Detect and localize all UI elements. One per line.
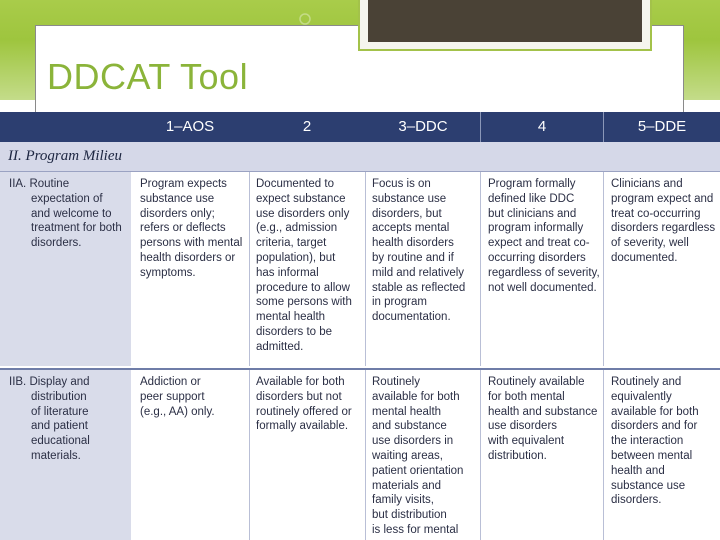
row-label-line: of literature — [31, 405, 89, 418]
cell-line: formally available. — [256, 420, 349, 433]
cell-line: Addiction or — [140, 376, 201, 388]
cell-line: mild and relatively — [372, 266, 465, 279]
cell-line: of severity, well — [611, 237, 689, 250]
column-header-3: 3–DDC — [398, 118, 448, 135]
cell-line: substance use — [140, 192, 215, 205]
cell-line: substance use — [372, 192, 447, 205]
table-cell — [247, 370, 365, 434]
row-label-line: IIA. Routine — [9, 178, 70, 190]
table-cell — [602, 172, 720, 266]
section-heading: II. Program Milieu — [8, 148, 123, 164]
cell-line: the interaction — [611, 435, 684, 448]
cell-line: disorders only; — [140, 207, 215, 220]
cell-line: Routinely available — [488, 376, 585, 388]
cell-line: is less for mental — [372, 523, 459, 536]
cell-line: symptoms. — [140, 266, 196, 279]
cell-line: Routinely and — [611, 376, 682, 388]
cell-line: occurring disorders — [488, 251, 586, 264]
cell-line: Program formally — [488, 178, 576, 190]
decorative-mark-icon — [298, 12, 312, 26]
cell-line: (e.g., AA) only. — [140, 405, 215, 418]
column-header-1: 1–AOS — [165, 118, 215, 135]
row-label-line: expectation of — [31, 192, 103, 205]
cell-line: and substance — [372, 420, 447, 433]
cell-line: materials and — [372, 479, 442, 492]
cell-line: health and — [611, 464, 665, 477]
row-label-line: materials. — [31, 449, 81, 462]
slide-title: DDCAT Tool — [47, 56, 249, 97]
cell-line: accepts mental — [372, 222, 450, 235]
cell-line: available for both — [372, 390, 460, 403]
row-label — [0, 370, 131, 464]
cell-line: not well documented. — [488, 281, 597, 294]
table-cell — [363, 370, 481, 538]
cell-line: distribution. — [488, 449, 547, 462]
cell-line: use disorders — [488, 420, 558, 433]
cell-line: expect substance — [256, 192, 346, 205]
section-heading-row — [0, 142, 720, 172]
cell-line: treat co-occurring — [611, 207, 701, 220]
cell-line: peer support — [140, 390, 205, 403]
cell-line: has informal — [256, 266, 319, 279]
cell-line: documentation. — [372, 311, 451, 324]
cell-line: but distribution — [372, 509, 447, 522]
row-label-line: and welcome to — [31, 207, 112, 220]
table-header-row — [0, 112, 720, 142]
row-label-line: disorders. — [31, 237, 82, 250]
cell-line: for both mental — [488, 390, 565, 403]
cell-line: Available for both — [256, 376, 345, 388]
table-cell — [131, 172, 249, 281]
cell-line: Routinely — [372, 376, 420, 388]
row-label-line: distribution — [31, 390, 87, 403]
table-cell — [363, 172, 481, 325]
row-label-line: educational — [31, 435, 90, 448]
cell-line: mental health — [372, 405, 442, 418]
table-row — [0, 370, 720, 540]
cell-line: substance use — [611, 479, 686, 492]
cell-line: in program — [372, 296, 427, 309]
cell-line: by routine and if — [372, 251, 454, 264]
cell-line: Program expects — [140, 178, 227, 190]
cell-line: health and substance — [488, 405, 598, 418]
cell-line: routinely offered or — [256, 405, 352, 418]
row-label-line: treatment for both — [31, 222, 122, 235]
ddcat-table — [0, 112, 720, 540]
cell-line: use disorders only — [256, 207, 350, 220]
header-photo — [368, 0, 642, 42]
cell-line: program informally — [488, 222, 584, 235]
cell-line: disorders, but — [372, 207, 442, 220]
column-header-5: 5–DDE — [637, 118, 687, 135]
cell-line: between mental — [611, 449, 693, 462]
cell-line: persons with mental — [140, 237, 243, 250]
cell-line: disorders. — [611, 494, 662, 507]
cell-line: documented. — [611, 251, 678, 264]
cell-line: use disorders in — [372, 435, 454, 448]
cell-line: health disorders or — [140, 251, 236, 264]
cell-line: mental health — [256, 311, 326, 324]
cell-line: Clinicians and — [611, 178, 683, 190]
cell-line: equivalently — [611, 390, 672, 403]
cell-line: patient orientation — [372, 464, 464, 477]
cell-line: refers or deflects — [140, 222, 226, 235]
photo-frame — [358, 0, 652, 51]
cell-line: (e.g., admission — [256, 222, 338, 235]
row-label-line: and patient — [31, 420, 88, 433]
table-row — [0, 172, 720, 366]
cell-line: disorders but not — [256, 390, 342, 403]
cell-line: criteria, target — [256, 237, 327, 250]
cell-line: available for both — [611, 405, 699, 418]
cell-line: admitted. — [256, 340, 304, 353]
cell-line: disorders to be — [256, 325, 333, 338]
row-label — [0, 172, 131, 251]
cell-line: with equivalent — [488, 435, 565, 448]
cell-line: health disorders — [372, 237, 454, 250]
row-label-line: IIB. Display and — [9, 376, 90, 388]
cell-line: but clinicians and — [488, 207, 577, 220]
cell-line: procedure to allow — [256, 281, 350, 294]
cell-line: some persons with — [256, 296, 352, 309]
cell-line: Documented to — [256, 178, 334, 190]
table-cell — [602, 370, 720, 508]
table-cell — [131, 370, 249, 419]
cell-line: stable as reflected — [372, 281, 466, 294]
cell-line: program expect and — [611, 192, 714, 205]
table-cell — [479, 172, 603, 295]
cell-line: Focus is on — [372, 178, 431, 190]
cell-line: waiting areas, — [372, 449, 443, 462]
table-cell — [247, 172, 365, 355]
column-header-2: 2 — [302, 118, 312, 135]
cell-line: disorders regardless — [611, 222, 716, 235]
cell-line: disorders and for — [611, 420, 698, 433]
cell-line: regardless of severity, — [488, 266, 600, 279]
cell-line: expect and treat co- — [488, 237, 590, 250]
column-header-4: 4 — [537, 118, 547, 135]
cell-line: population), but — [256, 251, 336, 264]
cell-line: defined like DDC — [488, 192, 575, 205]
table-cell — [479, 370, 603, 464]
cell-line: family visits, — [372, 494, 434, 507]
